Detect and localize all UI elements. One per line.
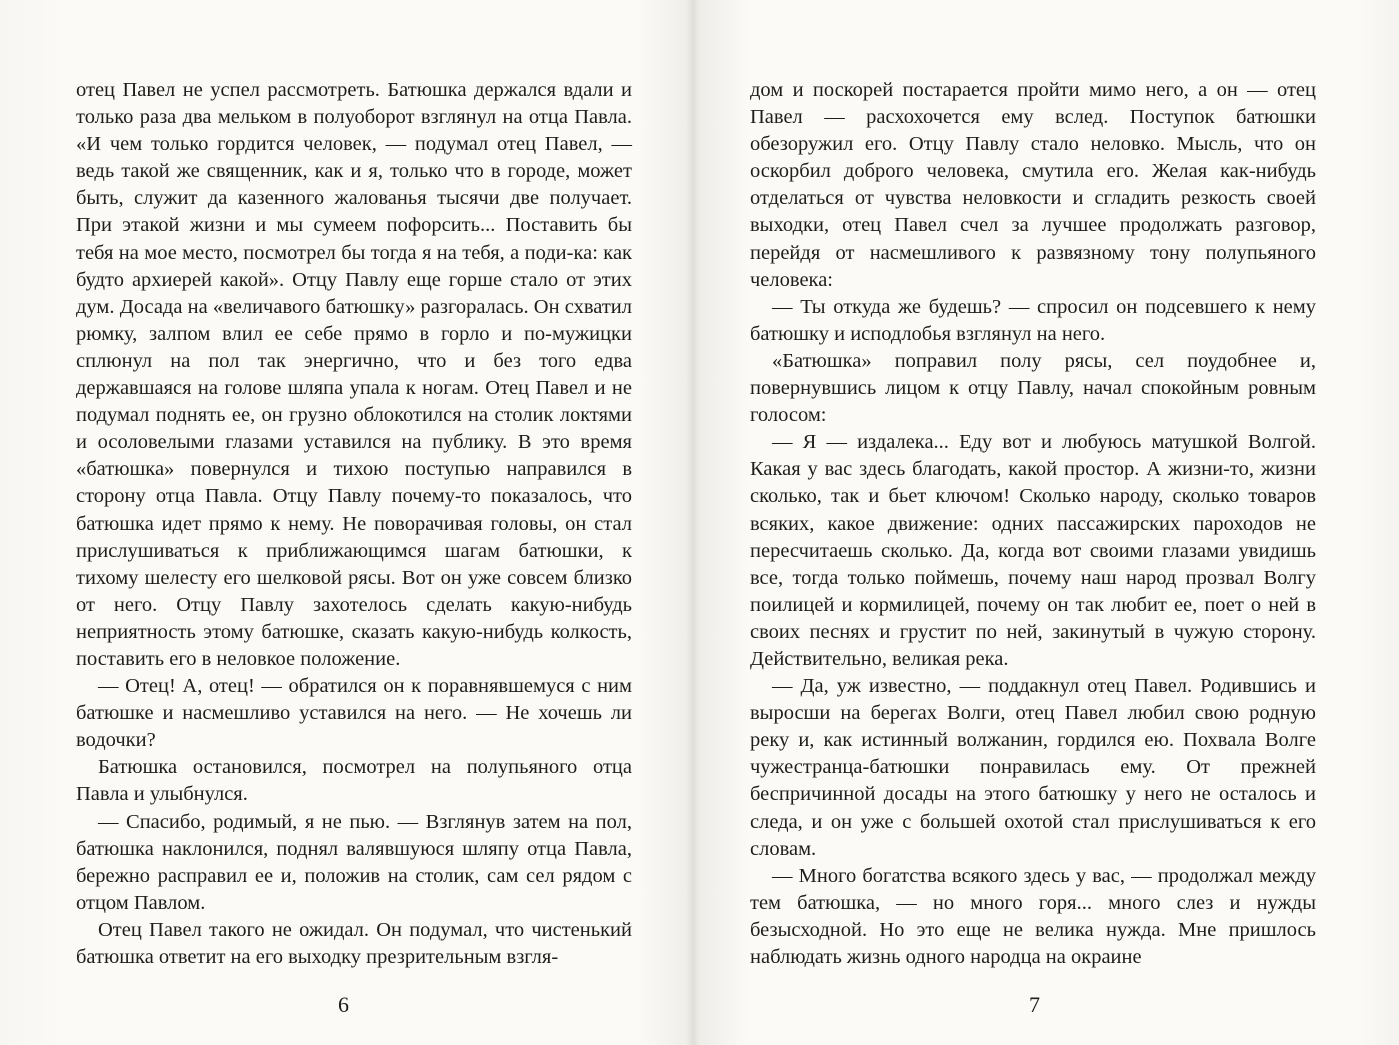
paragraph: — Я — издалека... Еду вот и любуюсь матушкой Волгой. Какая у вас здесь благодать, какой простор. А жизни-то, жизни сколько, так и бьет ключом! Сколько народу, сколько товаров всяких, какое движение: одних пассажирских пароходов не пересчитаешь сколько. Да, когда вот своими глазами увидишь все, тогда только поймешь, почему наш народ прозвал Волгу поилицей и кормилицей, почему он так любит ее, поет о ней в своих песнях и грустит по ней, закинутый в чужую сторону. Действительно, великая река. [750, 431, 1316, 670]
paragraph: — Да, уж известно, — поддакнул отец Павел. Родившись и выросши на берегах Волги, отец Павел любил свою родную реку и, как истинный волжанин, гордился ею. Похвала Волге чужестранца-батюшки понравилась ему. От прежней беспричинной досады на этого батюшку у него не осталось и следа, и он уже с большей охотой стал прислушиваться к его словам. [750, 675, 1316, 860]
paragraph: — Много богатства всякого здесь у вас, — продолжал между тем батюшка, — но много горя... много слез и нужды безысходной. Но это еще не велика нужда. Мне пришлось наблюдать жизнь одного народца на окраине [750, 864, 1316, 968]
paragraph: — Спасибо, родимый, я не пью. — Взглянув затем на пол, батюшка наклонился, поднял валявшуюся шляпу отца Павла, бережно расправил ее и, положив на столик, сам сел рядом с отцом Павлом. [76, 810, 632, 914]
paragraph: дом и поскорей постарается пройти мимо него, а он — отец Павел — расхохочется ему вслед. Поступок батюшки обезоружил его. Отцу Павлу стало неловко. Мысль, что он оскорбил доброго человека, смутила его. Желая как-нибудь отделаться от чувства неловкости и сгладить резкость своей выходки, отец Павел счел за лучшее продолжать разговор, перейдя от насмешливого к развязному тону полупьяного человека: [750, 79, 1316, 291]
paragraph: — Отец! А, отец! — обратился он к поравнявшемуся с ним батюшке и насмешливо уставился на него. — Не хочешь ли водочки? [76, 675, 632, 752]
paragraph: Батюшка остановился, посмотрел на полупьяного отца Павла и улыбнулся. [76, 756, 632, 806]
right-page [692, 0, 1399, 1045]
paragraph: «Батюшка» поправил полу рясы, сел поудобнее и, повернувшись лицом к отцу Павлу, начал спокойным ровным голосом: [750, 349, 1316, 427]
left-page [0, 0, 692, 1045]
paragraph: отец Павел не успел рассмотреть. Батюшка держался вдали и только раза два мельком в полуоборот взглянул на отца Павла. «И чем только гордится человек, — подумал отец Павел, — ведь такой же священник, как и я, только что в городе, может быть, служит да казенного жалованья тысячи две получает. При этакой жизни и мы сумеем пофорсить... Поставить бы тебя на мое место, посмотрел бы тогда я на тебя, а поди-ка: как будто архиерей какой». Отцу Павлу еще горше стало от этих дум. Досада на «величавого батюшку» разгоралась. Он схватил рюмку, залпом влил ее себе прямо в горло и по-мужицки сплюнул на пол так энергично, что и без того едва державшаяся на голове шляпа упала к ногам. Отец Павел и не подумал поднять ее, он грузно облокотился на столик локтями и осоловелыми глазами уставился на публику. В это время «батюшка» повернулся и тихою поступью направился в сторону отца Павла. Отцу Павлу почему-то показалось, что батюшка идет прямо к нему. Не поворачивая головы, он стал прислушиваться к приближающимся шагам батюшки, к тихому шелесту его шелковой рясы. Вот он уже совсем близко от него. Отцу Павлу захотелось сделать какую-нибудь неприятность этому батюшке, сказать какую-нибудь колкость, поставить его в неловкое положение. [76, 79, 632, 670]
book-gutter [686, 0, 700, 1045]
paragraph: — Ты откуда же будешь? — спросил он подсевшего к нему батюшку и исподлобья взглянул на него. [750, 295, 1316, 345]
page-number: 6 [338, 992, 349, 1017]
paragraph: Отец Павел такого не ожидал. Он подумал, что чистенький батюшка ответит на его выходку презрительным взгля- [76, 918, 632, 968]
page-number: 7 [1029, 992, 1040, 1017]
right-page-text [750, 77, 1316, 971]
left-page-text [76, 77, 632, 971]
